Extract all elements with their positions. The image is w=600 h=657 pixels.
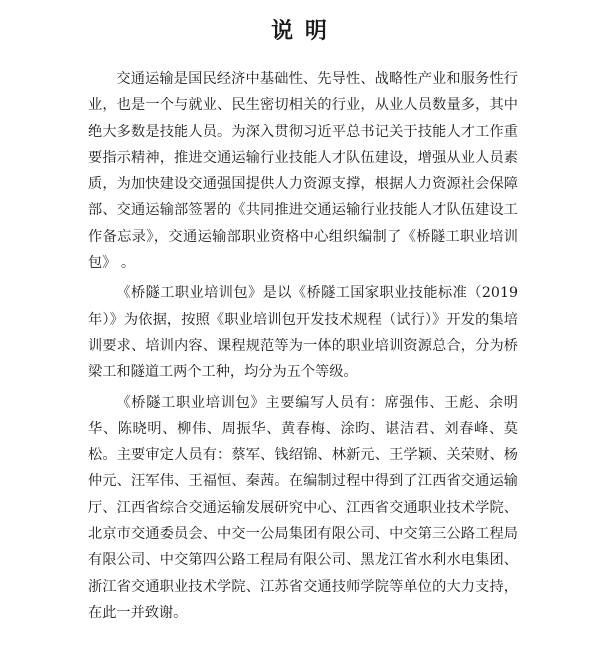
paragraph-intro: 交通运输是国民经济中基础性、先导性、战略性产业和服务性行业，也是一个与就业、民生密切相关的行业，从业人员数量多，其中绝大多数是技能人员。为深入贯彻习近平总书记关于技能人才工作重要指示精神，推进交通运输行业技能人才队伍建设，增强从业人员素质，为加快建设交通强国提供人力资源支撑，根据人力资源社会保障部、交通运输部签署的《共同推进交通运输行业技能人才队伍建设工作备忘录》，交通运输部职业资格中心组织编制了《桥隧工职业培训包》 。 bbox=[88, 71, 518, 272]
page-title: 说 明 bbox=[271, 18, 329, 44]
paragraph-basis: 《桥隧工职业培训包》是以《桥隧工国家职业技能标准（2019年）》为依据，按照《职业培训包开发技术规程（试行）》开发的集培训要求、培训内容、课程规范等为一体的职业培训资源总合，分为桥梁工和隧道工两个工种，均分为五个等级。 bbox=[88, 285, 518, 381]
paragraph-acknowledgements: 《桥隧工职业培训包》主要编写人员有：席强伟、王彪、余明华、陈晓明、柳伟、周振华、黄春梅、涂昀、谌洁君、刘春峰、莫松。主要审定人员有：蔡军、钱绍锦、林新元、王学颖、关荣财、杨仲元、汪军伟、王福恒、秦茜。在编制过程中得到了江西省交通运输厅、江西省综合交通运输发展研究中心、江西省交通职业技术学院、北京市交通委员会、中交一公局集团有限公司、中交第三公路工程局有限公司、中交第四公路工程局有限公司、黑龙江省水利水电集团、浙江省交通职业技术学院、江苏省交通技师学院等单位的大力支持，在此一并致谢。 bbox=[88, 394, 518, 621]
document-body bbox=[88, 66, 518, 630]
